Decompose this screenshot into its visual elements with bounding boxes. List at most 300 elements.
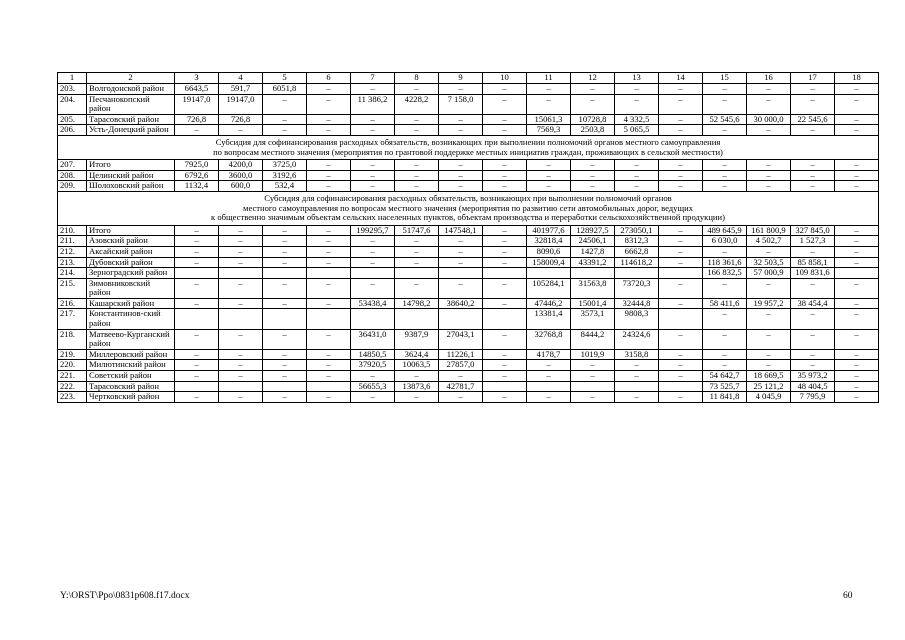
value-cell: – xyxy=(483,94,527,114)
value-cell: 158009,4 xyxy=(527,257,571,268)
value-cell: 13381,4 xyxy=(527,309,571,329)
value-cell: – xyxy=(791,246,835,257)
value-cell: – xyxy=(439,84,483,95)
value-cell: 14850,5 xyxy=(351,349,395,360)
value-cell: – xyxy=(483,84,527,95)
value-cell: 4 045,9 xyxy=(747,392,791,403)
value-cell: – xyxy=(351,278,395,298)
value-cell: – xyxy=(703,125,747,136)
value-cell: – xyxy=(439,236,483,247)
value-cell: – xyxy=(483,349,527,360)
section-heading xyxy=(58,191,879,225)
column-header: 14 xyxy=(659,73,703,84)
value-cell: 38 454,4 xyxy=(791,298,835,309)
row-number: 216. xyxy=(58,298,87,309)
district-name: Итого xyxy=(87,160,175,171)
value-cell: – xyxy=(351,170,395,181)
value-cell: – xyxy=(571,84,615,95)
district-name: Азовский район xyxy=(87,236,175,247)
value-cell xyxy=(527,381,571,392)
value-cell: 8312,3 xyxy=(615,236,659,247)
district-name: Миллеровский район xyxy=(87,349,175,360)
value-cell: – xyxy=(791,170,835,181)
value-cell: – xyxy=(571,360,615,371)
value-cell: – xyxy=(439,257,483,268)
column-header: 8 xyxy=(395,73,439,84)
value-cell: – xyxy=(659,181,703,192)
table-row xyxy=(58,268,879,279)
district-name: Итого xyxy=(87,225,175,236)
row-number: 207. xyxy=(58,160,87,171)
value-cell: 1132,4 xyxy=(175,181,219,192)
value-cell: – xyxy=(351,392,395,403)
section-heading-row xyxy=(58,135,879,159)
value-cell: – xyxy=(175,371,219,382)
value-cell: – xyxy=(307,298,351,309)
value-cell xyxy=(395,309,439,329)
value-cell xyxy=(307,268,351,279)
value-cell: – xyxy=(219,246,263,257)
value-cell xyxy=(263,268,307,279)
value-cell: 57 000,9 xyxy=(747,268,791,279)
section-heading-line: Субсидия для софинансирования расходных обязательств, возникающих при выполнении полномочий органов xyxy=(264,192,672,203)
value-cell: – xyxy=(747,278,791,298)
footer-file-path: Y:\ORST\Ppo\0831p608.f17.docx xyxy=(60,591,190,601)
district-name: Чертковский район xyxy=(87,392,175,403)
value-cell: – xyxy=(571,170,615,181)
value-cell: – xyxy=(835,381,879,392)
value-cell: 3600,0 xyxy=(219,170,263,181)
value-cell: 38640,2 xyxy=(439,298,483,309)
value-cell: – xyxy=(659,246,703,257)
value-cell: – xyxy=(483,246,527,257)
value-cell xyxy=(219,309,263,329)
value-cell: – xyxy=(659,360,703,371)
row-number: 218. xyxy=(58,329,87,349)
value-cell: 30 000,0 xyxy=(747,114,791,125)
value-cell: – xyxy=(175,125,219,136)
value-cell: 13873,6 xyxy=(395,381,439,392)
value-cell: – xyxy=(659,84,703,95)
table-row xyxy=(58,246,879,257)
value-cell: 147548,1 xyxy=(439,225,483,236)
value-cell: – xyxy=(659,114,703,125)
value-cell: – xyxy=(395,278,439,298)
value-cell xyxy=(483,268,527,279)
column-header-row xyxy=(58,73,879,84)
value-cell: – xyxy=(219,236,263,247)
district-name: Советский район xyxy=(87,371,175,382)
value-cell: – xyxy=(351,236,395,247)
row-number: 213. xyxy=(58,257,87,268)
value-cell xyxy=(263,309,307,329)
row-number: 215. xyxy=(58,278,87,298)
row-number: 211. xyxy=(58,236,87,247)
value-cell: – xyxy=(483,278,527,298)
table-row xyxy=(58,257,879,268)
value-cell: – xyxy=(791,160,835,171)
table-row xyxy=(58,181,879,192)
value-cell: – xyxy=(659,257,703,268)
value-cell: 9387,9 xyxy=(395,329,439,349)
value-cell: – xyxy=(615,170,659,181)
value-cell: 128927,5 xyxy=(571,225,615,236)
value-cell: – xyxy=(659,225,703,236)
table-row xyxy=(58,125,879,136)
value-cell: – xyxy=(439,181,483,192)
value-cell xyxy=(439,309,483,329)
value-cell: – xyxy=(175,349,219,360)
value-cell: 19147,0 xyxy=(175,94,219,114)
value-cell: 53438,4 xyxy=(351,298,395,309)
value-cell: – xyxy=(263,360,307,371)
table-row xyxy=(58,236,879,247)
value-cell: – xyxy=(175,257,219,268)
value-cell: – xyxy=(659,160,703,171)
value-cell: – xyxy=(395,114,439,125)
value-cell: – xyxy=(263,236,307,247)
value-cell: 105284,1 xyxy=(527,278,571,298)
value-cell: 3158,8 xyxy=(615,349,659,360)
value-cell: – xyxy=(571,160,615,171)
value-cell: – xyxy=(351,114,395,125)
value-cell: – xyxy=(483,392,527,403)
value-cell: – xyxy=(351,246,395,257)
column-header: 4 xyxy=(219,73,263,84)
value-cell xyxy=(483,309,527,329)
value-cell: – xyxy=(307,278,351,298)
value-cell: – xyxy=(571,371,615,382)
value-cell: – xyxy=(263,298,307,309)
value-cell: – xyxy=(791,84,835,95)
value-cell: – xyxy=(175,392,219,403)
table-row xyxy=(58,84,879,95)
value-cell: – xyxy=(395,160,439,171)
value-cell: – xyxy=(659,278,703,298)
column-header: 7 xyxy=(351,73,395,84)
value-cell: – xyxy=(483,329,527,349)
value-cell: – xyxy=(395,170,439,181)
value-cell: 10063,5 xyxy=(395,360,439,371)
value-cell: 6662,8 xyxy=(615,246,659,257)
value-cell: 6 030,0 xyxy=(703,236,747,247)
district-name: Аксайский район xyxy=(87,246,175,257)
value-cell: – xyxy=(835,94,879,114)
value-cell: – xyxy=(659,298,703,309)
value-cell: – xyxy=(351,257,395,268)
value-cell: – xyxy=(835,329,879,349)
value-cell: – xyxy=(175,246,219,257)
value-cell: – xyxy=(439,392,483,403)
district-name: Матвеево-Курганский район xyxy=(87,329,175,349)
value-cell xyxy=(219,381,263,392)
value-cell: – xyxy=(835,298,879,309)
value-cell: – xyxy=(483,181,527,192)
value-cell: – xyxy=(175,329,219,349)
value-cell: – xyxy=(747,329,791,349)
row-number: 203. xyxy=(58,84,87,95)
value-cell: 118 361,6 xyxy=(703,257,747,268)
value-cell: – xyxy=(395,125,439,136)
column-header: 17 xyxy=(791,73,835,84)
value-cell: – xyxy=(791,278,835,298)
table-row xyxy=(58,392,879,403)
value-cell: – xyxy=(835,349,879,360)
value-cell: – xyxy=(703,349,747,360)
value-cell: 532,4 xyxy=(263,181,307,192)
value-cell: – xyxy=(395,392,439,403)
value-cell: – xyxy=(307,170,351,181)
value-cell: – xyxy=(703,94,747,114)
value-cell: – xyxy=(219,329,263,349)
value-cell: 48 404,5 xyxy=(791,381,835,392)
value-cell: 18 669,5 xyxy=(747,371,791,382)
value-cell: 43391,2 xyxy=(571,257,615,268)
value-cell: – xyxy=(527,360,571,371)
value-cell: – xyxy=(703,246,747,257)
value-cell: – xyxy=(263,114,307,125)
section-heading-line: местного самоуправления по вопросам местного значения (мероприятия по развитию сети автомобильных дорог, ведущих xyxy=(243,202,693,213)
value-cell: 19 957,2 xyxy=(747,298,791,309)
value-cell: – xyxy=(747,309,791,329)
value-cell xyxy=(527,268,571,279)
value-cell: 109 831,6 xyxy=(791,268,835,279)
value-cell: – xyxy=(263,94,307,114)
value-cell: – xyxy=(747,360,791,371)
value-cell: 2503,8 xyxy=(571,125,615,136)
value-cell: – xyxy=(395,236,439,247)
value-cell: 7 158,0 xyxy=(439,94,483,114)
value-cell: – xyxy=(835,170,879,181)
value-cell: 5 065,5 xyxy=(615,125,659,136)
value-cell: 24324,6 xyxy=(615,329,659,349)
value-cell: – xyxy=(351,125,395,136)
table-row xyxy=(58,114,879,125)
value-cell: – xyxy=(307,329,351,349)
value-cell: – xyxy=(747,125,791,136)
value-cell xyxy=(659,309,703,329)
value-cell: – xyxy=(219,360,263,371)
value-cell: – xyxy=(615,84,659,95)
value-cell: – xyxy=(175,298,219,309)
value-cell: – xyxy=(307,360,351,371)
value-cell: 4200,0 xyxy=(219,160,263,171)
value-cell: 22 545,6 xyxy=(791,114,835,125)
value-cell: – xyxy=(351,181,395,192)
value-cell: 600,0 xyxy=(219,181,263,192)
value-cell: 7925,0 xyxy=(175,160,219,171)
value-cell: 273050,1 xyxy=(615,225,659,236)
value-cell: 15061,3 xyxy=(527,114,571,125)
district-name: Усть-Донецкий район xyxy=(87,125,175,136)
value-cell: – xyxy=(483,371,527,382)
row-number: 214. xyxy=(58,268,87,279)
budget-table xyxy=(57,72,879,403)
column-header: 9 xyxy=(439,73,483,84)
value-cell: 24506,1 xyxy=(571,236,615,247)
value-cell: – xyxy=(615,94,659,114)
value-cell: – xyxy=(527,160,571,171)
district-name: Тарасовский район xyxy=(87,381,175,392)
column-header: 18 xyxy=(835,73,879,84)
column-header: 15 xyxy=(703,73,747,84)
district-name: Константинов-ский район xyxy=(87,309,175,329)
value-cell: 166 832,5 xyxy=(703,268,747,279)
value-cell xyxy=(395,268,439,279)
table-row xyxy=(58,298,879,309)
section-heading-line: Субсидия для софинансирования расходных обязательств, возникающих при выполнении полномочий органов местного самоуправления xyxy=(215,136,721,147)
value-cell: – xyxy=(307,181,351,192)
row-number: 219. xyxy=(58,349,87,360)
value-cell: 726,8 xyxy=(175,114,219,125)
value-cell: – xyxy=(703,160,747,171)
value-cell: 6643,5 xyxy=(175,84,219,95)
value-cell: – xyxy=(835,360,879,371)
value-cell: – xyxy=(219,257,263,268)
value-cell: – xyxy=(307,160,351,171)
value-cell: 35 973,2 xyxy=(791,371,835,382)
value-cell: 7 795,9 xyxy=(791,392,835,403)
value-cell: – xyxy=(835,257,879,268)
district-name: Дубовский район xyxy=(87,257,175,268)
value-cell: – xyxy=(791,329,835,349)
column-header: 5 xyxy=(263,73,307,84)
value-cell: 32768,8 xyxy=(527,329,571,349)
table-row xyxy=(58,94,879,114)
value-cell: – xyxy=(659,94,703,114)
value-cell: – xyxy=(615,392,659,403)
value-cell: 15001,4 xyxy=(571,298,615,309)
section-heading-row xyxy=(58,191,879,225)
value-cell: – xyxy=(483,298,527,309)
value-cell: – xyxy=(219,298,263,309)
value-cell: – xyxy=(703,309,747,329)
value-cell: 27857,0 xyxy=(439,360,483,371)
value-cell: 726,8 xyxy=(219,114,263,125)
value-cell: 25 121,2 xyxy=(747,381,791,392)
value-cell: 47446,2 xyxy=(527,298,571,309)
value-cell: 199295,7 xyxy=(351,225,395,236)
value-cell: – xyxy=(483,225,527,236)
value-cell: 3192,6 xyxy=(263,170,307,181)
value-cell: – xyxy=(307,84,351,95)
value-cell: – xyxy=(395,246,439,257)
value-cell: 1 527,3 xyxy=(791,236,835,247)
value-cell: – xyxy=(571,181,615,192)
value-cell: 19147,0 xyxy=(219,94,263,114)
value-cell xyxy=(175,381,219,392)
value-cell: – xyxy=(571,392,615,403)
column-header: 16 xyxy=(747,73,791,84)
district-name: Кашарский район xyxy=(87,298,175,309)
column-header: 6 xyxy=(307,73,351,84)
value-cell: 31563,8 xyxy=(571,278,615,298)
row-number: 221. xyxy=(58,371,87,382)
value-cell: – xyxy=(703,84,747,95)
value-cell xyxy=(615,381,659,392)
value-cell: – xyxy=(791,181,835,192)
value-cell: – xyxy=(219,371,263,382)
district-name: Милютинский район xyxy=(87,360,175,371)
value-cell: – xyxy=(835,125,879,136)
value-cell: – xyxy=(835,181,879,192)
value-cell: – xyxy=(659,125,703,136)
row-number: 208. xyxy=(58,170,87,181)
value-cell: 37920,5 xyxy=(351,360,395,371)
value-cell xyxy=(307,309,351,329)
value-cell: – xyxy=(747,84,791,95)
value-cell: – xyxy=(175,236,219,247)
value-cell: – xyxy=(219,125,263,136)
value-cell: – xyxy=(747,181,791,192)
value-cell: 10728,8 xyxy=(571,114,615,125)
value-cell xyxy=(351,268,395,279)
value-cell: 4228,2 xyxy=(395,94,439,114)
value-cell: – xyxy=(835,160,879,171)
value-cell xyxy=(571,381,615,392)
column-header: 2 xyxy=(87,73,175,84)
value-cell: 73 525,7 xyxy=(703,381,747,392)
value-cell xyxy=(175,268,219,279)
value-cell: 32 503,5 xyxy=(747,257,791,268)
section-heading xyxy=(58,135,879,159)
row-number: 205. xyxy=(58,114,87,125)
value-cell: – xyxy=(219,392,263,403)
table-row xyxy=(58,160,879,171)
value-cell: – xyxy=(571,94,615,114)
value-cell: 591,7 xyxy=(219,84,263,95)
value-cell: – xyxy=(703,329,747,349)
value-cell xyxy=(219,268,263,279)
value-cell: 11 841,8 xyxy=(703,392,747,403)
value-cell: – xyxy=(263,125,307,136)
section-heading-line: по вопросам местного значения (мероприятия по грантовой поддержке местных инициатив граждан, проживающих в сельской местности) xyxy=(213,146,723,157)
value-cell: – xyxy=(835,278,879,298)
value-cell: – xyxy=(483,114,527,125)
column-header: 13 xyxy=(615,73,659,84)
row-number: 223. xyxy=(58,392,87,403)
value-cell: – xyxy=(703,278,747,298)
value-cell: – xyxy=(835,84,879,95)
value-cell: – xyxy=(791,309,835,329)
value-cell: – xyxy=(307,371,351,382)
value-cell: 32444,8 xyxy=(615,298,659,309)
value-cell: 27043,1 xyxy=(439,329,483,349)
value-cell: – xyxy=(659,349,703,360)
value-cell: – xyxy=(835,392,879,403)
value-cell xyxy=(439,268,483,279)
value-cell: – xyxy=(439,170,483,181)
value-cell: – xyxy=(175,360,219,371)
value-cell: 3725,0 xyxy=(263,160,307,171)
value-cell xyxy=(307,381,351,392)
value-cell: – xyxy=(351,160,395,171)
value-cell xyxy=(659,381,703,392)
value-cell: 8444,2 xyxy=(571,329,615,349)
value-cell xyxy=(351,309,395,329)
value-cell: – xyxy=(307,225,351,236)
value-cell: – xyxy=(615,160,659,171)
value-cell: – xyxy=(483,160,527,171)
value-cell: – xyxy=(307,94,351,114)
value-cell: – xyxy=(659,392,703,403)
value-cell: – xyxy=(483,236,527,247)
value-cell xyxy=(483,381,527,392)
table-row xyxy=(58,309,879,329)
value-cell: 7569,3 xyxy=(527,125,571,136)
value-cell: 1019,9 xyxy=(571,349,615,360)
value-cell: – xyxy=(483,170,527,181)
